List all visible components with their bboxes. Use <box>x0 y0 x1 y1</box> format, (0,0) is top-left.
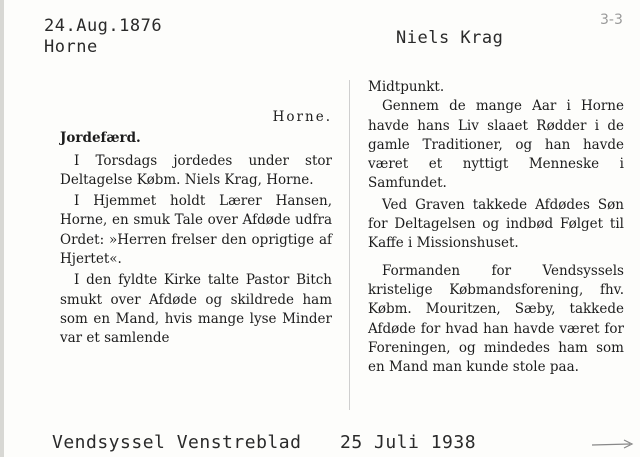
source-date: 25 Juli 1938 <box>340 432 477 453</box>
clipping-paragraph: I Hjemmet holdt Lærer Hansen, Horne, en smuk Tale over Afdøde udfra Ordet: »Herren frelser den oprigtige af Hjertet«. <box>60 193 332 268</box>
card-place: Horne <box>44 37 98 57</box>
clipping-paragraph: Formanden for Vendsyssels kristelige Købmandsforening, fhv. Købm. Mouritzen, Sæby, takkede Afdøde for hvad han havde været for Foreningen, og mindedes ham som en Mand man kunde stole paa. <box>368 262 624 376</box>
arrow-right-icon <box>590 436 636 450</box>
card-name: Niels Krag <box>396 28 504 48</box>
source-name: Vendsyssel Venstreblad <box>52 432 302 453</box>
clipping-paragraph: Midtpunkt. <box>368 79 445 95</box>
card-date: 24.Aug.1876 <box>44 16 163 36</box>
column-divider <box>349 80 350 410</box>
clipping-paragraph: Ved Graven takkede Afdødes Søn for Deltagelsen og indbød Følget til Kaffe i Missionshuset. <box>368 196 624 252</box>
clipping-right-column <box>368 78 624 377</box>
clipping-paragraph: Gennem de mange Aar i Horne havde hans Liv slaaet Rødder i de gamle Traditioner, og han havde været et nyttigt Menneske i Samfundet. <box>368 98 624 192</box>
card-number: 3-3 <box>600 12 623 28</box>
clipping-paragraph: I Torsdags jordedes under stor Deltagelse Købm. Niels Krag, Horne. <box>60 152 332 188</box>
clipping-dateline: Horne. <box>272 109 332 125</box>
clipping-paragraph: I den fyldte Kirke talte Pastor Bitch smukt over Afdøde og skildrede ham som en Mand, hvis mange lyse Minder var et samlende <box>60 272 332 347</box>
clipping-heading: Jordefærd. <box>60 130 141 147</box>
card-edge <box>0 0 4 457</box>
clipping-left-column <box>60 108 332 349</box>
